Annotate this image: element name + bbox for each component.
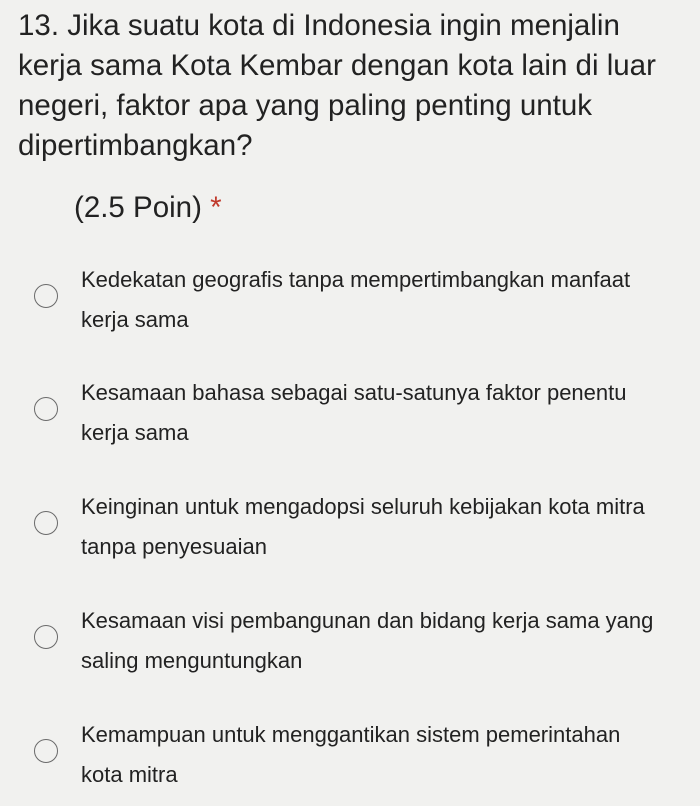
option-5[interactable] — [34, 715, 674, 805]
option-label: Kesamaan bahasa sebagai satu-satunya faktor penentu kerja sama — [81, 380, 627, 445]
option-label: Kesamaan visi pembangunan dan bidang kerja sama yang saling menguntungkan — [81, 608, 654, 673]
option-3[interactable] — [34, 487, 674, 577]
points-label: (2.5 Poin) — [74, 191, 202, 224]
option-label: Kedekatan geografis tanpa mempertimbangkan manfaat kerja sama — [81, 267, 631, 332]
radio-button-icon[interactable] — [34, 511, 58, 535]
option-1[interactable] — [34, 260, 674, 350]
radio-button-icon[interactable] — [34, 397, 58, 421]
option-label: Keinginan untuk mengadopsi seluruh kebijakan kota mitra tanpa penyesuaian — [81, 494, 645, 559]
question-text: 13. Jika suatu kota di Indonesia ingin menjalin kerja sama Kota Kembar dengan kota lain di luar negeri, faktor apa yang paling penting untuk dipertimbangkan? — [18, 9, 656, 162]
radio-button-icon[interactable] — [34, 284, 58, 308]
radio-button-icon[interactable] — [34, 739, 58, 763]
question-points — [74, 188, 222, 228]
radio-button-icon[interactable] — [34, 625, 58, 649]
option-label: Kemampuan untuk menggantikan sistem pemerintahan kota mitra — [81, 722, 621, 787]
required-marker: * — [210, 191, 222, 224]
option-2[interactable] — [34, 373, 674, 463]
option-4[interactable] — [34, 601, 674, 691]
